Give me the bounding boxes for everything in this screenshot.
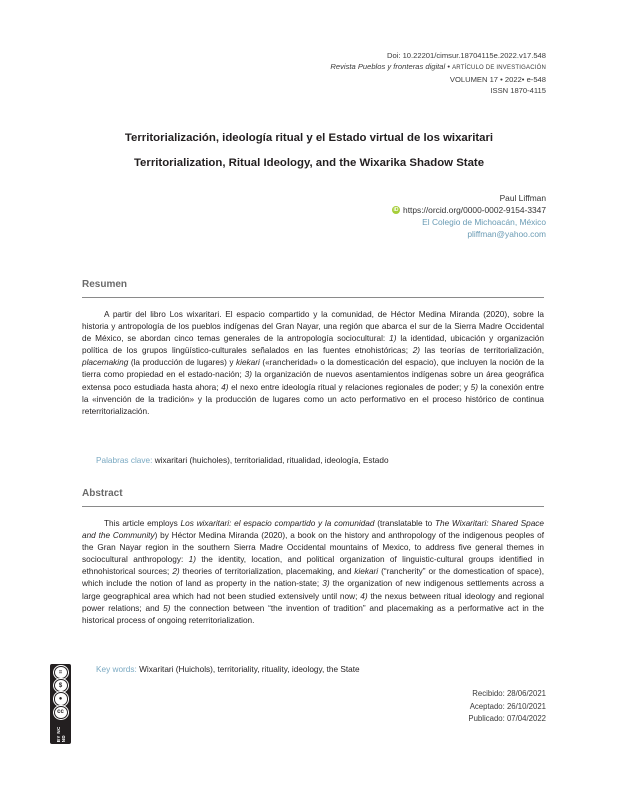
title-spanish: Territorialización, ideología ritual y el Estado virtual de los wixaritari bbox=[124, 132, 494, 144]
article-metadata bbox=[330, 50, 546, 96]
journal-name: Revista Pueblos y fronteras digital bbox=[330, 62, 446, 71]
abstract-keywords bbox=[96, 665, 360, 674]
resumen-heading: Resumen bbox=[82, 279, 128, 290]
published-date: Publicado: 07/04/2022 bbox=[468, 714, 546, 723]
title-english: Territorialization, Ritual Ideology, and the Wixarika Shadow State bbox=[133, 157, 485, 169]
attribution-icon: ● bbox=[54, 692, 68, 705]
author-affiliation: El Colegio de Michoacán, México bbox=[422, 217, 546, 227]
orcid-line bbox=[392, 204, 546, 216]
resumen-keywords bbox=[96, 456, 389, 465]
orcid-link[interactable]: https://orcid.org/0000-0002-9154-3347 bbox=[403, 205, 546, 215]
issn-text: ISSN 1870-4115 bbox=[490, 86, 546, 95]
license-labels: BY NC ND bbox=[55, 726, 66, 743]
article-type: ARTÍCULO DE INVESTIGACIÓN bbox=[452, 65, 546, 71]
abstract-divider bbox=[82, 506, 544, 507]
abstract-paragraph: This article employs Los wixaritari: el espacio compartido y la comunidad (translatable to The Wixaritari: Shared Space and the Community) by Héctor Medina Miranda (2020), a book on the history and anthropology of the indigenous peoples of the Gran Nayar region in the southern Sierra Madre Occidental mountains of Mexico, to address five general themes in sociocultural anthropology: 1) the identity, location, and political organization of linguistic-cultural groups identified in ethnohistorical sources; 2) theories of territorialization, placemaking, and kiekari (“rancherity” or the domestication of space), which include the notion of land as property in the nation-state; 3) the organization of new indigenous settlements across a large geographical area which had not been studied extensively until now; 4) the nexus between ritual ideology and regional power relations; and 5) the connection between “the invention of tradition” and placemaking as a performative act in the historical process of ongoing reterritorialization. bbox=[82, 519, 545, 625]
no-derivatives-icon: = bbox=[54, 666, 68, 679]
keywords-es: wixaritari (huicholes), territorialidad, ritualidad, ideología, Estado bbox=[154, 456, 389, 465]
publication-dates bbox=[468, 688, 546, 726]
received-date: Recibido: 28/06/2021 bbox=[472, 689, 546, 698]
abstract-heading: Abstract bbox=[82, 488, 123, 499]
keywords-en: Wixaritari (Huichols), territoriality, rituality, ideology, the State bbox=[139, 665, 360, 674]
orcid-icon: iD bbox=[393, 207, 399, 213]
journal-line: Revista Pueblos y fronteras digital • ARTÍCULO DE INVESTIGACIÓN bbox=[330, 62, 546, 71]
keywords-label-en: Key words: bbox=[96, 665, 137, 674]
doi-text: Doi: 10.22201/cimsur.18704115e.2022.v17.548 bbox=[386, 51, 546, 60]
resumen-divider bbox=[82, 297, 544, 298]
author-name: Paul Liffman bbox=[499, 193, 546, 203]
cc-icon: cc bbox=[54, 706, 68, 719]
noncommercial-icon: $ bbox=[54, 679, 68, 692]
creative-commons-badge[interactable] bbox=[50, 664, 71, 744]
resumen-paragraph: A partir del libro Los wixaritari. El espacio compartido y la comunidad, de Héctor Medina Miranda (2020), sobre la historia y antropología de los pueblos indígenas del Gran Nayar, una región que abarca el sur de la Sierra Madre Occidental de México, se abordan cinco temas generales de la antropología sociocultural: 1) la identidad, ubicación y organización política de los grupos lingüístico-culturales señalados en las fuentes etnohistóricas; 2) las teorías de territorialización, placemaking (la producción de lugares) y kiekari («rancheridad» o la domesticación del espacio), que incluyen la noción de la tierra como propiedad en el estado-nación; 3) la organización de nuevos asentamientos indígenas sobre un área geográfica extensa poco estudiada hasta ahora; 4) el nexo entre ideología ritual y relaciones regionales de poder; y 5) la conexión entre la «invención de la tradición» y la producción de lugares como un acto performativo en el proceso histórico de continua reterritorialización. bbox=[82, 310, 544, 416]
author-email[interactable]: pliffman@yahoo.com bbox=[467, 229, 546, 239]
keywords-label-es: Palabras clave: bbox=[96, 456, 153, 465]
accepted-date: Aceptado: 26/10/2021 bbox=[469, 701, 546, 711]
volume-text: VOLUMEN 17 • 2022• e-548 bbox=[449, 75, 546, 84]
author-block bbox=[392, 192, 546, 240]
